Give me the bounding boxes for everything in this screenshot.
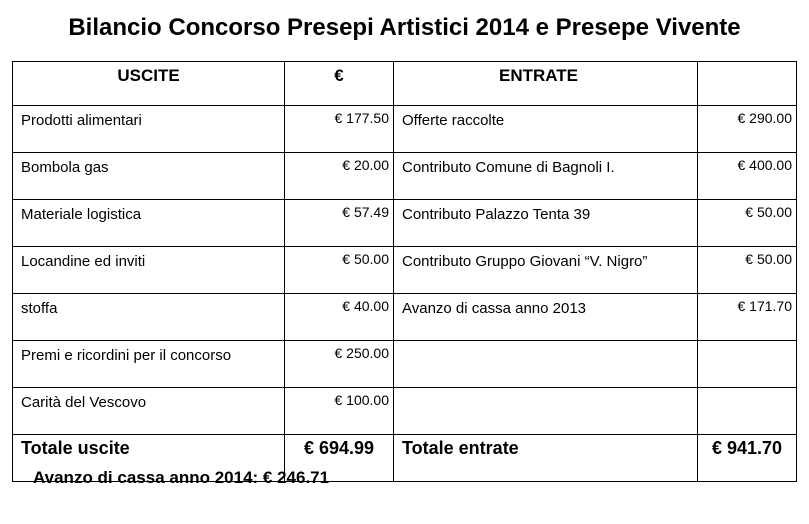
header-entrate: ENTRATE xyxy=(394,62,698,106)
table-row xyxy=(13,153,797,200)
uscita-label: Bombola gas xyxy=(13,153,285,200)
entrata-label: Avanzo di cassa anno 2013 xyxy=(394,294,698,341)
uscita-amount: € 100.00 xyxy=(285,388,394,435)
uscita-amount: € 40.00 xyxy=(285,294,394,341)
uscita-amount: € 50.00 xyxy=(285,247,394,294)
uscita-label: Materiale logistica xyxy=(13,200,285,247)
table-row xyxy=(13,247,797,294)
header-currency: € xyxy=(285,62,394,106)
total-entrate-label: Totale entrate xyxy=(394,435,698,482)
document-title: Bilancio Concorso Presepi Artistici 2014 e Presepe Vivente xyxy=(68,14,741,41)
entrata-amount xyxy=(698,388,797,435)
header-row xyxy=(13,62,797,106)
entrata-label: Contributo Palazzo Tenta 39 xyxy=(394,200,698,247)
entrata-amount: € 50.00 xyxy=(698,247,797,294)
header-uscite: USCITE xyxy=(13,62,285,106)
uscita-amount: € 177.50 xyxy=(285,106,394,153)
entrata-label: Contributo Comune di Bagnoli I. xyxy=(394,153,698,200)
total-entrate-amount: € 941.70 xyxy=(698,435,797,482)
entrata-label: Contributo Gruppo Giovani “V. Nigro” xyxy=(394,247,698,294)
table-row xyxy=(13,388,797,435)
budget-table xyxy=(12,61,797,482)
entrata-label: Offerte raccolte xyxy=(394,106,698,153)
entrata-label xyxy=(394,388,698,435)
uscita-amount: € 57.49 xyxy=(285,200,394,247)
uscita-label: Carità del Vescovo xyxy=(13,388,285,435)
header-empty xyxy=(698,62,797,106)
entrata-amount: € 50.00 xyxy=(698,200,797,247)
uscita-label: Premi e ricordini per il concorso xyxy=(13,341,285,388)
entrata-amount: € 171.70 xyxy=(698,294,797,341)
total-uscite-label: Totale uscite xyxy=(13,435,285,482)
uscita-amount: € 20.00 xyxy=(285,153,394,200)
table-row xyxy=(13,294,797,341)
uscita-label: Prodotti alimentari xyxy=(13,106,285,153)
table-row xyxy=(13,200,797,247)
total-uscite-amount: € 694.99 xyxy=(285,435,394,482)
entrata-amount: € 400.00 xyxy=(698,153,797,200)
uscita-label: Locandine ed inviti xyxy=(13,247,285,294)
balance-summary: Avanzo di cassa anno 2014: € 246.71 xyxy=(33,468,330,487)
table-row xyxy=(13,106,797,153)
uscita-amount: € 250.00 xyxy=(285,341,394,388)
entrata-amount: € 290.00 xyxy=(698,106,797,153)
table-row xyxy=(13,341,797,388)
uscita-label: stoffa xyxy=(13,294,285,341)
entrata-label xyxy=(394,341,698,388)
entrata-amount xyxy=(698,341,797,388)
